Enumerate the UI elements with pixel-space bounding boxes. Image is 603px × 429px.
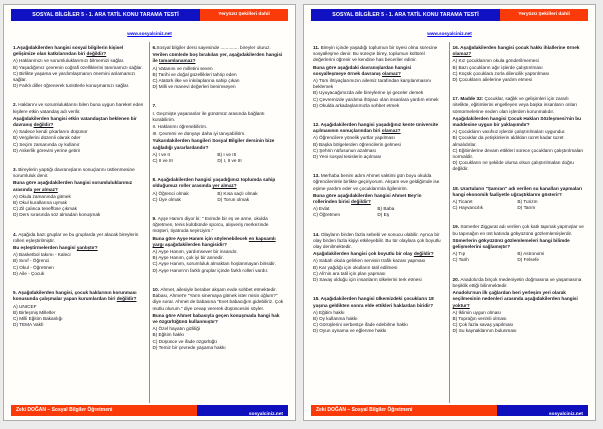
text-run: en kapsamlı yargı	[152, 235, 276, 247]
option-row	[153, 84, 286, 90]
question-text	[313, 251, 445, 257]
answer-option: D) Torun olmak	[217, 196, 250, 202]
question-text	[153, 216, 286, 235]
question-text	[313, 296, 445, 308]
answer-option: D) Savaş olduğu için insanların ülkelerini terk etmesi	[313, 277, 422, 283]
option-row	[13, 271, 145, 277]
text-run: 17. Madde 32:	[452, 96, 485, 102]
test-page-1	[3, 4, 296, 421]
text-run: Haklarını ve sorumluluklarını bilen buna uygun hareket eden kişilere etkin vatandaş adı verilir.	[13, 102, 144, 114]
question-text	[453, 224, 586, 236]
answer-option: D) Oyun oynama ve eğlenme hakkı	[313, 328, 387, 334]
question-text	[153, 313, 286, 325]
answer-option: C) Hayvancılık	[452, 205, 483, 211]
answer-option: B) Bazı çocukların ağır işlerde çalıştırılması	[452, 64, 543, 70]
text-run: Sümerler Ziggurat adı verilen çok katlı tapınak yapmışlar ve bu tapınağın en üst katında gökyüzünü gözlemlemişlerdir.	[452, 224, 584, 236]
answer-option: C) Tarih	[452, 257, 469, 263]
text-run: 5. Aşağıdakilerden hangisi, çocuk haklarının korunması konusunda çalışmalar yapan kurumlardan biri	[13, 290, 137, 302]
question-6	[153, 45, 286, 90]
text-run: III. Çevremi ve dünyayı daha iyi tanıyabilirim.	[152, 131, 246, 137]
answer-option: A) Tüm ihtiyaçlarımızın ailemiz tarafından karşılanmasını beklemek	[313, 78, 431, 90]
answer-option: B) Çocuklar da yetişkinlerin aldıkları ücret kadar ücret almalıdırlar.	[452, 135, 564, 147]
option-row	[453, 328, 586, 334]
answer-option: A) Tıp	[452, 251, 466, 257]
text-run: 3.	[13, 167, 19, 173]
text-run: 1.Aşağıdakilerden hangisi sosyal bilgilerin kişisel gelişimize olan katkılarından biri	[13, 45, 124, 57]
question-text	[13, 167, 145, 179]
question-text	[453, 186, 586, 198]
question-11	[313, 45, 445, 109]
text-run: 18. Urartuların "Şamran" adı verilen su kanalları yapmaları hangi ekonomik faaliyetle uğraştıklarını gösterir?	[452, 185, 583, 197]
question-2	[13, 102, 145, 154]
text-run: Aşağıdakilerden hangisi Çocuk Hakları Sözleşmesi'nin bu maddesine uygun bir yaklaşımdır?	[452, 115, 581, 128]
question-9	[153, 216, 286, 274]
option-row	[313, 154, 445, 160]
text-run: aşağıdakilerden hangisidir?	[163, 241, 228, 247]
text-run: değildir?	[351, 199, 371, 205]
answer-option: C) Birlikte yaşama ve yardımlaşmanın önemini anlamamızı sağlar.	[13, 70, 136, 83]
text-run: 2.	[13, 102, 19, 108]
question-text	[13, 290, 145, 302]
answer-option: B) Başka bölgelerden öğrencilerin gelmesi	[313, 141, 401, 147]
answer-option: A) Okula zamanında gitmek	[13, 193, 71, 199]
answer-option: B) I ve III	[217, 151, 237, 157]
question-text	[153, 131, 286, 137]
text-run: 6.	[152, 45, 157, 50]
question-text	[153, 45, 286, 51]
question-text	[313, 193, 445, 205]
answer-option: C) Şehrin nüfusunun azalması	[313, 147, 377, 153]
answer-option: D) Okulda arkadaşlarımızla sohbet etmek	[313, 102, 400, 108]
text-run: değildir?	[33, 122, 54, 128]
text-run: Merhaba benim adım Ahmet vaktimi gün boyu okulda öğrencilerimle birlikte geçiriyorum. Akşam eve geldiğimde ise eşime yardım eder ve çocuklarımla ilgilenirim.	[313, 173, 440, 191]
answer-option: C) Zil çalınca teneffüse çıkmak	[13, 206, 77, 212]
answer-option: B) Okul kurallarına uymak	[13, 200, 67, 206]
footer-website-link[interactable]: sosyalciniz.net	[548, 412, 583, 417]
text-run: olamaz?	[381, 128, 401, 134]
text-run: Aşağıda bazı gruplar ve bu gruplarda yer alacak bireylerin rolleri eşleştirilmiştir.	[13, 231, 139, 243]
text-run: Aşağıdakilerden hangisi çok boyutlu bir olay	[313, 251, 414, 257]
question-10	[153, 287, 286, 351]
answer-option: B) Kısa saçlı olmak	[217, 190, 258, 196]
text-run: Aşağıdakilerden hangisi etkin vatandaştan beklenen bir davranış	[13, 115, 137, 128]
question-text	[153, 124, 286, 130]
question-text	[453, 96, 586, 115]
page-header	[311, 9, 588, 21]
question-column-4	[450, 42, 590, 403]
question-text	[313, 65, 445, 77]
option-row	[313, 103, 445, 109]
answer-option: C) Üye olmak	[152, 196, 181, 202]
answer-option: D) Aile - Çocuk	[13, 270, 45, 276]
option-row	[153, 268, 286, 274]
question-1	[13, 45, 145, 89]
question-column-3	[310, 42, 450, 403]
answer-option: B) Toprağın verimli olması	[452, 315, 507, 321]
option-row	[13, 148, 145, 154]
page-header	[11, 9, 288, 21]
text-run: olamaz?	[452, 51, 472, 57]
answer-option: B) Birleşmiş Milletler	[13, 309, 56, 315]
answer-option: D) Felsefe	[517, 257, 540, 263]
answer-option: D) Temiz bir çevrede yaşama hakkı	[152, 344, 226, 350]
answer-option: A) Özel hayatın gizliliği	[152, 326, 200, 332]
question-columns	[10, 42, 289, 403]
question-15	[313, 296, 445, 334]
question-column-1	[10, 42, 150, 403]
text-run: 16. Aşağıdakilerden hangisi çocuk hakkı ihlallerine örnek	[452, 45, 580, 50]
text-run: yer almaz?	[33, 186, 58, 192]
question-7	[153, 103, 286, 164]
text-run: 20.	[452, 276, 461, 282]
text-run: 19.	[452, 224, 461, 230]
test-page-2	[303, 4, 596, 421]
text-run: olamaz?	[382, 70, 401, 76]
text-run: Sosyal bilgiler dersi sayesinde .............. bireyler oluruz.	[156, 45, 271, 50]
question-text	[453, 238, 586, 250]
question-14	[313, 232, 445, 284]
question-19	[453, 224, 586, 263]
answer-option: A) I ve II	[152, 151, 170, 157]
answer-option: A) İklimin uygun olması	[452, 309, 501, 315]
question-text	[153, 103, 286, 109]
answer-option: D) Ders sırasında söz almadan konuşmak	[13, 212, 101, 218]
page-footer	[311, 405, 588, 416]
answer-option: D) TEMA Vakfı	[13, 322, 44, 328]
option-row	[453, 205, 586, 211]
option-row	[13, 212, 145, 218]
text-run: Verilen cümlede boş bırakılan yer, aşağıdakilerden hangisi ile	[152, 52, 283, 64]
answer-option: A) Eğitim hakkı	[313, 309, 345, 315]
site-link-row	[309, 22, 590, 40]
text-run: Bireylerin yaptığı davranışların sonuçlarını üstlenmesine sorumluluk denir.	[13, 167, 135, 179]
text-run: yer almaz?	[212, 183, 237, 189]
answer-option: D) Su kaynaklarının bulunması	[452, 328, 517, 334]
answer-option: B) Baba	[377, 206, 395, 212]
answer-option: C) Çevremizde yardıma ihtiyacı olan insanlara yardım etmek	[313, 96, 439, 102]
topic-badge: Yeryüzü Şekilleri dahil	[500, 9, 588, 21]
question-text	[13, 45, 145, 57]
text-run: Yukarıdakilerden hangileri Sosyal Bilgiler dersinin bize sağladığı yararlardandır?	[152, 138, 275, 150]
option-row	[153, 158, 286, 164]
answer-option: D) Eş	[377, 212, 390, 218]
answer-option: B) Sınıf - Öğrenci	[13, 258, 50, 264]
author-name: Zeki DOĞAN – Sosyal Bilgiler Öğretmeni	[11, 405, 197, 416]
text-run: Anadolu'da birçok medeniyetin doğmasına ve yaşamasına beşiklik ettiği bilinmektedir.	[452, 276, 582, 288]
question-text	[153, 138, 286, 150]
text-run: Bireyin içinde yaşadığı toplumun bir üyesi olma sürecine sosyalleşme denir. Bu süreçte birey, toplumun kültürel değerlerini öğrenir ve kendine has beceriler edinir.	[313, 45, 438, 63]
answer-option: C) Küçük çocuklara zorla dilencilik yaptırılması	[452, 70, 550, 76]
answer-option: C) II ve III	[152, 158, 173, 164]
answer-option: B) Turizm	[517, 199, 538, 205]
question-5	[13, 290, 145, 328]
question-text	[313, 45, 445, 64]
question-text	[13, 116, 145, 128]
answer-option: A) Ticaret	[452, 199, 473, 205]
page-footer	[11, 405, 288, 416]
question-17	[453, 96, 586, 172]
footer-site-bar	[197, 405, 288, 416]
text-run: Buna göre Ahmet babasıyla geçen konuşmada hangi hak ve özgürlüğünü kullanmıştır?	[152, 312, 280, 324]
answer-option: A) Öğrencilere yönelik yurtlar yapılması	[313, 135, 395, 141]
answer-option: D) Çocukların ne şekilde olursa olsun çalıştırılmaları doğru değildir.	[452, 160, 574, 172]
footer-site-bar	[497, 405, 588, 416]
text-run: 12. Aşağıdakilerden hangisi yaşadığınız kente üniversite açılmasının sonuçlarından biri	[313, 122, 439, 134]
text-run: Bu eşleştirmelerden hangisi	[13, 245, 77, 251]
answer-option: B) Astronomi	[517, 251, 545, 257]
question-13	[313, 173, 445, 218]
question-text	[313, 232, 445, 251]
answer-option: D) Farklı diller öğrenerek turistlerle konuşmamızı sağlar.	[13, 83, 130, 89]
option-row	[153, 345, 286, 351]
question-16	[453, 45, 586, 83]
option-row	[453, 160, 586, 172]
question-text	[313, 122, 445, 134]
question-text	[153, 111, 286, 123]
answer-option: B) Ayşe Hanım, çok iyi bir annedir.	[152, 255, 224, 261]
question-text	[153, 52, 286, 64]
answer-option: B) Eğitim hakkı	[152, 332, 185, 338]
answer-option: A) Sadece kendi çıkarlarını düşünür	[13, 129, 88, 135]
text-run: 13.	[313, 173, 321, 179]
option-row	[153, 197, 286, 203]
text-run: Olayların birden fazla sebebi ve sonucu olabilir. Ayrıca bir olay birden fazla kişiyi etkileyebilir. Bu tür olaylara çok boyutlu olay denilmektedir.	[313, 231, 441, 250]
question-column-2	[150, 42, 290, 403]
answer-option: D) Milli ve manevi değerleri benimseyen	[152, 84, 236, 90]
website-link[interactable]: www.sosyalciniz.net	[427, 31, 472, 36]
text-run: Çocuklar, sağlık ve gelişimleri için zararlı nitelikte, eğitimlerini engelleyen veya başka insanların onları sömürmelerine neden olan işlerden korunmalıdır.	[452, 96, 578, 114]
text-run: Buna göre aşağıdaki davranışlardan hangisi sosyalleşmeye örnek davranış	[313, 64, 412, 76]
text-run: değildir?	[86, 51, 107, 57]
question-text	[453, 116, 586, 128]
text-run: Ayşe Hanım diyor ki: " Evimde bir eş ve anne, okulda öğretmen, tenis kulübünde sporcu, alışveriş merkezinde müşteri, tiyatroda seyirciyim."	[152, 216, 269, 234]
text-run: 11.	[313, 45, 321, 50]
answer-option: B) Yaşadığımız çevrenin coğrafi özelliklerini tanımamızı sağlar.	[13, 64, 143, 70]
text-run: değildir?	[413, 251, 434, 257]
answer-option: A) Öğrenci olmak	[152, 190, 189, 196]
answer-option: C) Atatürk ilke ve inkılaplarına sahip çıkan	[152, 78, 240, 84]
question-text	[153, 287, 286, 312]
answer-option: B) Uyuyacağımızda aile bireylerine iyi geceler demek	[313, 90, 424, 96]
option-row	[313, 212, 445, 218]
text-run: II. Haklarımı öğrenebilirim.	[152, 124, 208, 130]
answer-option: A) Sabah okula gelirken servisin trafik kazası yapması	[313, 258, 426, 264]
site-link-row	[9, 22, 290, 40]
question-text	[153, 177, 286, 189]
text-run: yoktur?	[452, 302, 470, 308]
answer-option: D) Çocukların ailelerine yardım etmesi	[452, 77, 532, 83]
question-text	[13, 180, 145, 192]
question-8	[153, 177, 286, 203]
question-20	[453, 277, 586, 335]
option-row	[453, 77, 586, 83]
test-title: SOSYAL BİLGİLER 5 - 1. ARA TATİL KONU TARAMA TESTİ	[311, 9, 500, 21]
topic-badge: Yeryüzü Şekilleri dahil	[200, 9, 288, 21]
text-run: Sümerlerin gökyüzünü gözlemlemeleri hangi bilimde gelişmelerini sağlamıştır?	[452, 237, 570, 250]
answer-option: C) Ali'nin ara tatil için plan yapması	[313, 270, 386, 276]
test-title: SOSYAL BİLGİLER 5 - 1. ARA TATİL KONU TARAMA TESTİ	[11, 9, 200, 21]
option-row	[313, 328, 445, 334]
text-run: 15. Aşağıdakilerden hangisi ülkemizdeki çocukların 18 yaşına geldikten sonra elde ettikleri haklardan biridir?	[313, 296, 434, 308]
answer-option: C) Düşünce ve ifade özgürlüğü	[152, 338, 217, 344]
option-row	[13, 71, 145, 83]
text-run: yanlıştır?	[76, 245, 98, 251]
question-text	[453, 45, 586, 57]
answer-option: D) Tarım	[517, 205, 536, 211]
answer-option: A) Ayşe Hanım, yardımsever bir insandır.	[152, 249, 238, 255]
answer-option: C) Milli Eğitim Bakanlığı	[13, 315, 63, 321]
text-run: 7.	[152, 103, 157, 109]
option-row	[453, 257, 586, 263]
answer-option: D) I, II ve III	[217, 158, 242, 164]
text-run: I. Geçmişte yaşananlar ile günümüz arasında bağlantı kurabilirim.	[152, 110, 265, 122]
question-text	[453, 290, 586, 309]
text-run: 8. Aşağıdakilerden hangisi yaşadığımız toplumda sahip olduğumuz roller arasında	[152, 177, 276, 189]
text-run: 14.	[313, 231, 321, 237]
answer-option: C) Seçim zamanında oy kullanır	[13, 141, 80, 147]
answer-option: A) Basketbol takımı - Kaleci	[13, 252, 71, 258]
question-12	[313, 122, 445, 160]
text-run: Buna göre aşağıdakilerden hangisi Ahmet Bey'in rollerinden birisi	[313, 192, 422, 205]
answer-option: C) Eğitimlerine devam ettikleri sürece çocukların çalıştırılmaları normaldir.	[452, 147, 584, 160]
text-run: Buna göre Ayşe Hanım için söylenebilecek	[152, 235, 249, 241]
answer-option: D) Askerlik görevini yerine getirir	[13, 147, 81, 153]
answer-option: D) Yeni sosyal tesislerin açılması	[313, 154, 382, 160]
question-text	[13, 102, 145, 114]
answer-option: A) Vatanını ve milletini seven	[152, 65, 213, 71]
answer-option: B) Kar yağdığı için okulların tatil edilmesi	[313, 264, 398, 270]
answer-option: A) Evlat	[313, 206, 330, 212]
answer-option: A) UNICEF	[13, 303, 37, 309]
answer-option: C) Öğretmen	[313, 212, 341, 218]
text-run: 10.	[152, 286, 161, 292]
question-4	[13, 232, 145, 277]
footer-website-link[interactable]: sosyalciniz.net	[248, 412, 283, 417]
answer-option: B) Tarihi ve doğal güzellikleri tahrip eden	[152, 71, 237, 77]
answer-option: B) Oy kullanma hakkı	[313, 315, 358, 321]
answer-option: D) Ayşe Hanım'ın farklı gruplar içinde farklı rolleri vardır.	[152, 267, 269, 273]
answer-option: C) Çok fazla savaş yapılması	[452, 322, 514, 328]
option-row	[313, 277, 445, 283]
answer-option: C) Okul - Öğretmen	[13, 264, 54, 270]
option-row	[313, 78, 445, 90]
answer-option: A) Çocukların vasıfsız işlerde çalıştırılmaları uygundur.	[452, 129, 566, 135]
text-run: değildir?	[116, 296, 137, 302]
option-row	[13, 83, 145, 89]
option-row	[453, 135, 586, 147]
question-text	[313, 173, 445, 192]
question-columns	[310, 42, 589, 403]
author-name: Zeki DOĞAN – Sosyal Bilgiler Öğretmeni	[311, 405, 497, 416]
text-run: 4.	[13, 231, 19, 237]
text-run: Anadolu'nun ilk çağlardan beri yerleşim yeri olarak seçilmesinin nedenleri arasında aşağıdakilerden hangisi	[452, 290, 578, 302]
answer-option: A) Kız çocuklarının okula gönderilmemesi	[452, 58, 539, 64]
text-run: Buna göre aşağıdakilerden hangisi sorumluluklarımız arasında	[13, 180, 133, 192]
question-text	[453, 277, 586, 289]
question-text	[13, 245, 145, 251]
website-link[interactable]: www.sosyalciniz.net	[127, 31, 172, 36]
answer-option: A) Haklarımızı ve sorumluluklarımızı bilmemizi sağlar.	[13, 58, 125, 64]
option-row	[453, 148, 586, 160]
question-18	[453, 186, 586, 212]
text-run: tamamlanamaz?	[159, 58, 196, 64]
text-run: 9.	[152, 216, 158, 222]
text-run: Ahmet, ailesiyle beraber akşam evde sohbet etmektedir. Babası, Ahmet'e "Yarın sinemaya gitmek ister misin oğlum?" diye sorar. Ahmet de babasına "Evet babacığım gidebiliriz. Çok mutlu olurum." diye cevap vererek düşüncesini söyler.	[152, 286, 284, 311]
answer-option: C) Görüşlerini serbestçe ifade edebilme hakkı	[313, 322, 408, 328]
question-text	[13, 232, 145, 244]
question-3	[13, 167, 145, 219]
answer-option: C) Ayşe Hanım, sorumluluk almaktan hoşlanmayan birisidir.	[152, 261, 276, 267]
option-row	[13, 322, 145, 328]
answer-option: B) Vergilerini düzenli olarak öder	[13, 135, 81, 141]
question-text	[153, 236, 286, 248]
